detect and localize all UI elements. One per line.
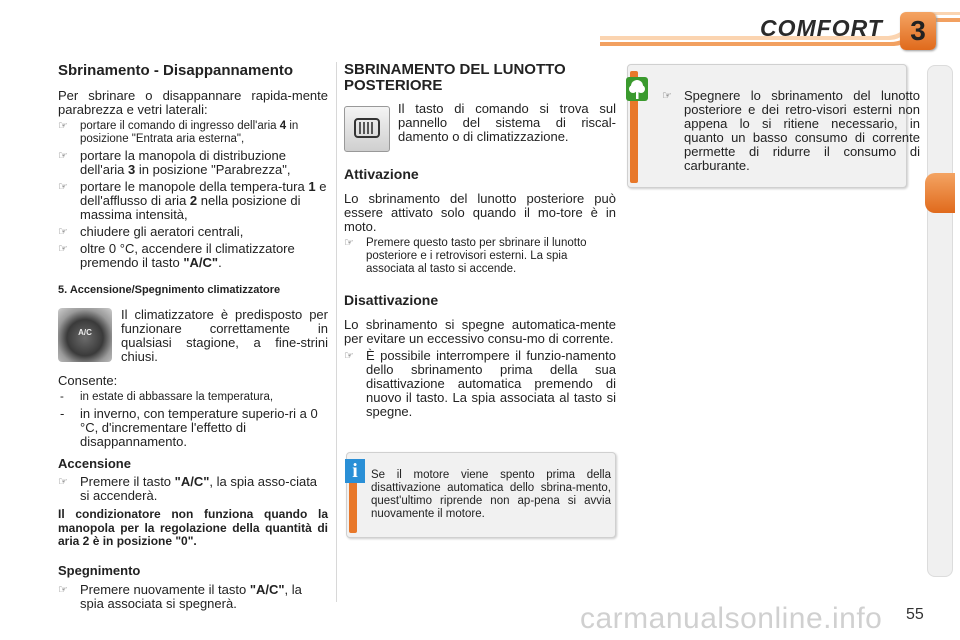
step-text: portare il comando di ingresso dell'aria	[80, 120, 280, 132]
ac-description: Il climatizzatore è predisposto per funzionare correttamente in qualsiasi stagione, a fine-strini chiusi.	[121, 307, 328, 364]
side-tabs	[925, 65, 955, 575]
disattivazione-heading: Disattivazione	[344, 292, 439, 308]
step-4	[58, 225, 328, 239]
eco-item	[662, 89, 920, 173]
step-text: in posizione "Entrata aria esterna",	[80, 120, 299, 145]
pointing-hand-icon: ☞	[58, 150, 68, 162]
step-text: .	[218, 255, 222, 270]
defrost-intro: Il tasto di comando si trova sul pannello del sistema di riscal-damento o di climatizzazione.	[398, 101, 616, 144]
section-heading: SBRINAMENTO DEL LUNOTTO POSTERIORE	[344, 61, 566, 94]
active-tab[interactable]	[925, 173, 955, 213]
step-1	[58, 120, 328, 146]
accensione-item	[58, 475, 328, 503]
dash-text: in inverno, con temperature superio-ri a 0 °C, d'incrementare l'effetto di disappannamento.	[80, 406, 318, 449]
step-2	[58, 149, 328, 177]
pointing-hand-icon: ☞	[58, 181, 68, 193]
step-ref: "A/C"	[183, 255, 219, 270]
info-text: Se il motore viene spento prima della disattivazione automatica dello sbrina-mento, quest'ultimo riprende non ap-pena si avvia nuovamente il motore.	[371, 469, 611, 520]
dash-item	[58, 391, 328, 404]
intro-text: Per sbrinare o disappannare rapida-mente parabrezza e vetri laterali:	[58, 88, 328, 117]
attivazione-text: Lo sbrinamento del lunotto posteriore può essere attivato solo quando il mo-tore è in moto.	[344, 191, 616, 234]
attivazione-item	[344, 237, 616, 276]
step-text: e dell'afflusso di aria	[80, 179, 327, 208]
pointing-hand-icon: ☞	[58, 583, 68, 596]
pointing-hand-icon: ☞	[58, 476, 68, 488]
dash-mark: -	[60, 391, 64, 403]
watermark: carmanualsonline.info	[580, 602, 883, 635]
pointing-hand-icon: ☞	[662, 90, 672, 102]
item-text: Premere nuovamente il tasto	[80, 581, 250, 597]
item-ref: "A/C"	[174, 474, 210, 489]
dash-text: in estate di abbassare la temperatura,	[80, 391, 274, 403]
item-text: Premere questo tasto per sbrinare il lunotto posteriore e i retrovisori esterni. La spia associata al tasto si accende.	[366, 237, 587, 275]
item-ref: "A/C"	[249, 581, 285, 597]
attivazione-heading: Attivazione	[344, 166, 419, 182]
tree-icon	[626, 77, 648, 101]
left-column	[58, 62, 328, 611]
pointing-hand-icon: ☞	[58, 226, 68, 238]
step-text: chiudere gli aeratori centrali,	[80, 224, 244, 239]
step-text: portare le manopole della tempera-tura	[80, 179, 309, 194]
consente-label: Consente:	[58, 373, 118, 388]
defrost-block	[344, 102, 616, 166]
step-text: in posizione "Parabrezza",	[135, 162, 291, 177]
tab-track	[927, 65, 953, 577]
info-icon: i	[345, 459, 365, 483]
eco-box	[627, 64, 920, 188]
pointing-hand-icon: ☞	[58, 120, 68, 132]
warning-text: Il condizionatore non funziona quando la manopola per la regolazione della quantità di aria 2 è in posizione "0".	[58, 507, 328, 548]
disattivazione-item	[344, 349, 616, 419]
pointing-hand-icon: ☞	[344, 350, 354, 362]
spegnimento-item	[58, 583, 328, 611]
rear-defrost-glyph	[345, 107, 389, 151]
spegnimento-heading: Spegnimento	[58, 562, 141, 578]
eco-text: Spegnere lo sbrinamento del lunotto posteriore e dei retro-visori esterni non appena lo si ritiene necessario, in quanto un basso consumo di corrente permette di ridurre il consumo di carburante.	[684, 88, 920, 173]
item-text: È possibile interrompere il funzio-namento dello sbrinamento prima della sua disattivazione automatica premendo di nuovo il tasto. La spia associata al tasto si spegne.	[366, 348, 616, 419]
pointing-hand-icon: ☞	[58, 243, 68, 255]
item-text: , la spia associata si spegnerà.	[80, 581, 302, 611]
step-text: oltre 0 °C, accendere il climatizzatore premendo il tasto	[80, 241, 295, 270]
header-bar	[0, 0, 960, 60]
chapter-number: 3	[910, 15, 926, 46]
info-box	[346, 452, 616, 538]
section-5-heading: 5. Accensione/Spegnimento climatizzatore	[58, 284, 281, 296]
ac-block	[58, 308, 328, 368]
step-3	[58, 180, 328, 222]
step-ref: 4	[279, 120, 287, 132]
pointing-hand-icon: ☞	[344, 237, 354, 249]
step-ref: 1	[308, 179, 316, 194]
ac-knob-label: A/C	[78, 328, 92, 337]
rear-defrost-icon	[344, 106, 390, 152]
ac-knob-image	[58, 308, 112, 362]
step-ref: 2	[189, 193, 198, 208]
step-text: nella posizione di massima intensità,	[80, 193, 301, 222]
step-ref: 3	[128, 162, 136, 177]
dash-mark: -	[60, 406, 65, 421]
page-number: 55	[906, 606, 924, 623]
step-text: portare la manopola di distribuzione dell'aria	[80, 148, 286, 177]
page-title: COMFORT	[760, 15, 883, 41]
item-text: Premere il tasto	[80, 474, 175, 489]
tree-glyph	[626, 77, 648, 101]
dash-item	[58, 407, 328, 449]
section-heading: Sbrinamento - Disappannamento	[58, 62, 294, 79]
middle-column	[344, 62, 616, 419]
column-divider	[336, 62, 337, 602]
item-text: , la spia asso-ciata si accenderà.	[80, 474, 318, 503]
step-5	[58, 242, 328, 270]
accensione-heading: Accensione	[58, 456, 131, 471]
disattivazione-text: Lo sbrinamento si spegne automatica-mente per evitare un eccessivo consu-mo di corrente.	[344, 317, 616, 346]
chapter-badge	[900, 12, 936, 50]
